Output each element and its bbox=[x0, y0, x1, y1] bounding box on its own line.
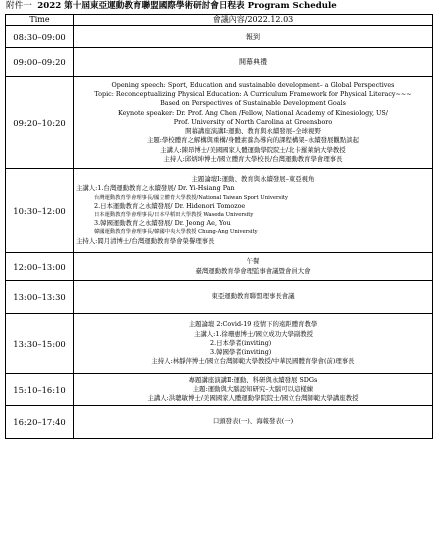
schedule-title: 2022 第十屆東亞運動教育聯盟國際學術研討會日程表 Program Schedule bbox=[37, 1, 337, 11]
session-line: 口頭發表(一)、海報發表(一) bbox=[212, 417, 294, 426]
session-line: 日本運動教育學會理事長/日本早稻田大學教授 Waseda University bbox=[94, 212, 254, 218]
session-line: 主講人:1.徐珊惠博士/國立成功大學副教授 bbox=[194, 329, 314, 338]
table-row bbox=[6, 406, 433, 439]
session-line: 主講人:陳昂博士/美國國家人體運動學院院士/北卡羅萊納大學教授 bbox=[160, 145, 346, 154]
session-content bbox=[74, 374, 433, 406]
session-time: 16:20–17:40 bbox=[6, 406, 74, 439]
session-line: 臺灣運動教育學會理監事會議暨會員大會 bbox=[195, 266, 311, 275]
table-row bbox=[6, 253, 433, 281]
table-header-row bbox=[6, 15, 433, 26]
session-time: 09:20–10:20 bbox=[6, 77, 74, 169]
session-line: Topic: Reconceptualizing Physical Education: A Curriculum Framework for Physical Literacy~~~ bbox=[94, 90, 412, 99]
session-content bbox=[74, 77, 433, 169]
session-content bbox=[74, 26, 433, 48]
session-line: 主題:運動與大腦認知研究–大腦可以這樣練 bbox=[192, 384, 314, 393]
table-row bbox=[6, 169, 433, 253]
session-content bbox=[74, 48, 433, 77]
session-time: 10:30–12:00 bbox=[6, 169, 74, 253]
session-line: Prof. University of North Carolina at Greensboro bbox=[173, 117, 333, 126]
session-content bbox=[74, 281, 433, 314]
session-line: 2.日本運動教育之永續發展/ Dr. Hidenori Tomozoe bbox=[94, 201, 246, 210]
session-time: 08:30–09:00 bbox=[6, 26, 74, 48]
table-row bbox=[6, 26, 433, 48]
session-time: 12:00–13:00 bbox=[6, 253, 74, 281]
table-row bbox=[6, 48, 433, 77]
table-row bbox=[6, 281, 433, 314]
session-line: 3.韓國學者(inviting) bbox=[210, 348, 272, 357]
schedule-table bbox=[5, 14, 433, 439]
session-line: Based on Perspectives of Sustainable Development Goals bbox=[160, 99, 346, 108]
session-line: 報到 bbox=[246, 32, 260, 41]
session-line: 3.韓國運動教育之永續發展/ Dr. Jeong Ae, You bbox=[94, 219, 231, 228]
session-line: 2.日本學者(inviting) bbox=[210, 338, 272, 347]
session-content bbox=[74, 253, 433, 281]
session-line: 主題論壇 2:Covid-19 疫情下的遠距體育教學 bbox=[188, 320, 318, 329]
session-time: 15:10–16:10 bbox=[6, 374, 74, 406]
session-line: 主持人:林靜萍博士/國立台灣師範大學教授/中華民國體育學會(前)理事長 bbox=[151, 357, 355, 366]
session-line: 主題論壇Ⅰ:運動、教育與永續發展–東亞視角 bbox=[191, 175, 315, 184]
table-row bbox=[6, 374, 433, 406]
session-line: Opening speech: Sport, Education and sustainable development– a Global Perspectives bbox=[111, 81, 395, 90]
session-content bbox=[74, 406, 433, 439]
table-row bbox=[6, 77, 433, 169]
header-content: 會議內容/2022.12.03 bbox=[74, 15, 433, 26]
session-line: 午餐 bbox=[246, 257, 260, 266]
table-row bbox=[6, 314, 433, 374]
session-content bbox=[74, 169, 433, 253]
session-content bbox=[74, 314, 433, 374]
session-line: 東亞運動教育聯盟理事長會議 bbox=[211, 292, 295, 301]
attachment-label: 附件一 bbox=[6, 1, 32, 11]
session-line: 主題:學校體育之解構與重構/身體素養為導向的課程構架–永續發展觀點談起 bbox=[146, 136, 359, 145]
session-time: 13:30–15:00 bbox=[6, 314, 74, 374]
session-line: Keynote speaker: Dr. Prof. Ang Chen /Fellow, National Academy of Kinesiology, US/ bbox=[118, 108, 388, 117]
session-line: 開幕典禮 bbox=[239, 58, 267, 66]
session-line: 主持人:邱炳坤博士/國立體育大學校長/台灣運動教育學會理事長 bbox=[163, 154, 343, 163]
session-time: 13:00–13:30 bbox=[6, 281, 74, 314]
session-time: 09:00–09:20 bbox=[6, 48, 74, 77]
session-line: 主講人:洪聰敏博士/美國國家人體運動學院院士/國立台灣師範大學講座教授 bbox=[147, 394, 359, 403]
session-line: 專題講座演講Ⅱ:運動、科研與永續發展 SDGs bbox=[188, 375, 318, 384]
session-line: 開幕講座演講Ⅰ:運動、教育與永續發展–全球視野 bbox=[185, 127, 321, 136]
session-line: 主持人:閻月清博士/台灣運動教育學會榮譽理事長 bbox=[76, 236, 215, 245]
document-title bbox=[6, 0, 337, 13]
header-time: Time bbox=[6, 15, 74, 26]
session-line: 韓國運動教育學會理事長/韓國中央大學教授 Chung-Ang University bbox=[94, 229, 258, 236]
session-line: 台灣運動教育學會理事長/國立體育大學教授/National Taiwan Sport University bbox=[94, 194, 289, 201]
session-line: 主講人:1.台灣運動教育之永續發展/ Dr. Yi-Hsiang Pan bbox=[76, 184, 235, 193]
